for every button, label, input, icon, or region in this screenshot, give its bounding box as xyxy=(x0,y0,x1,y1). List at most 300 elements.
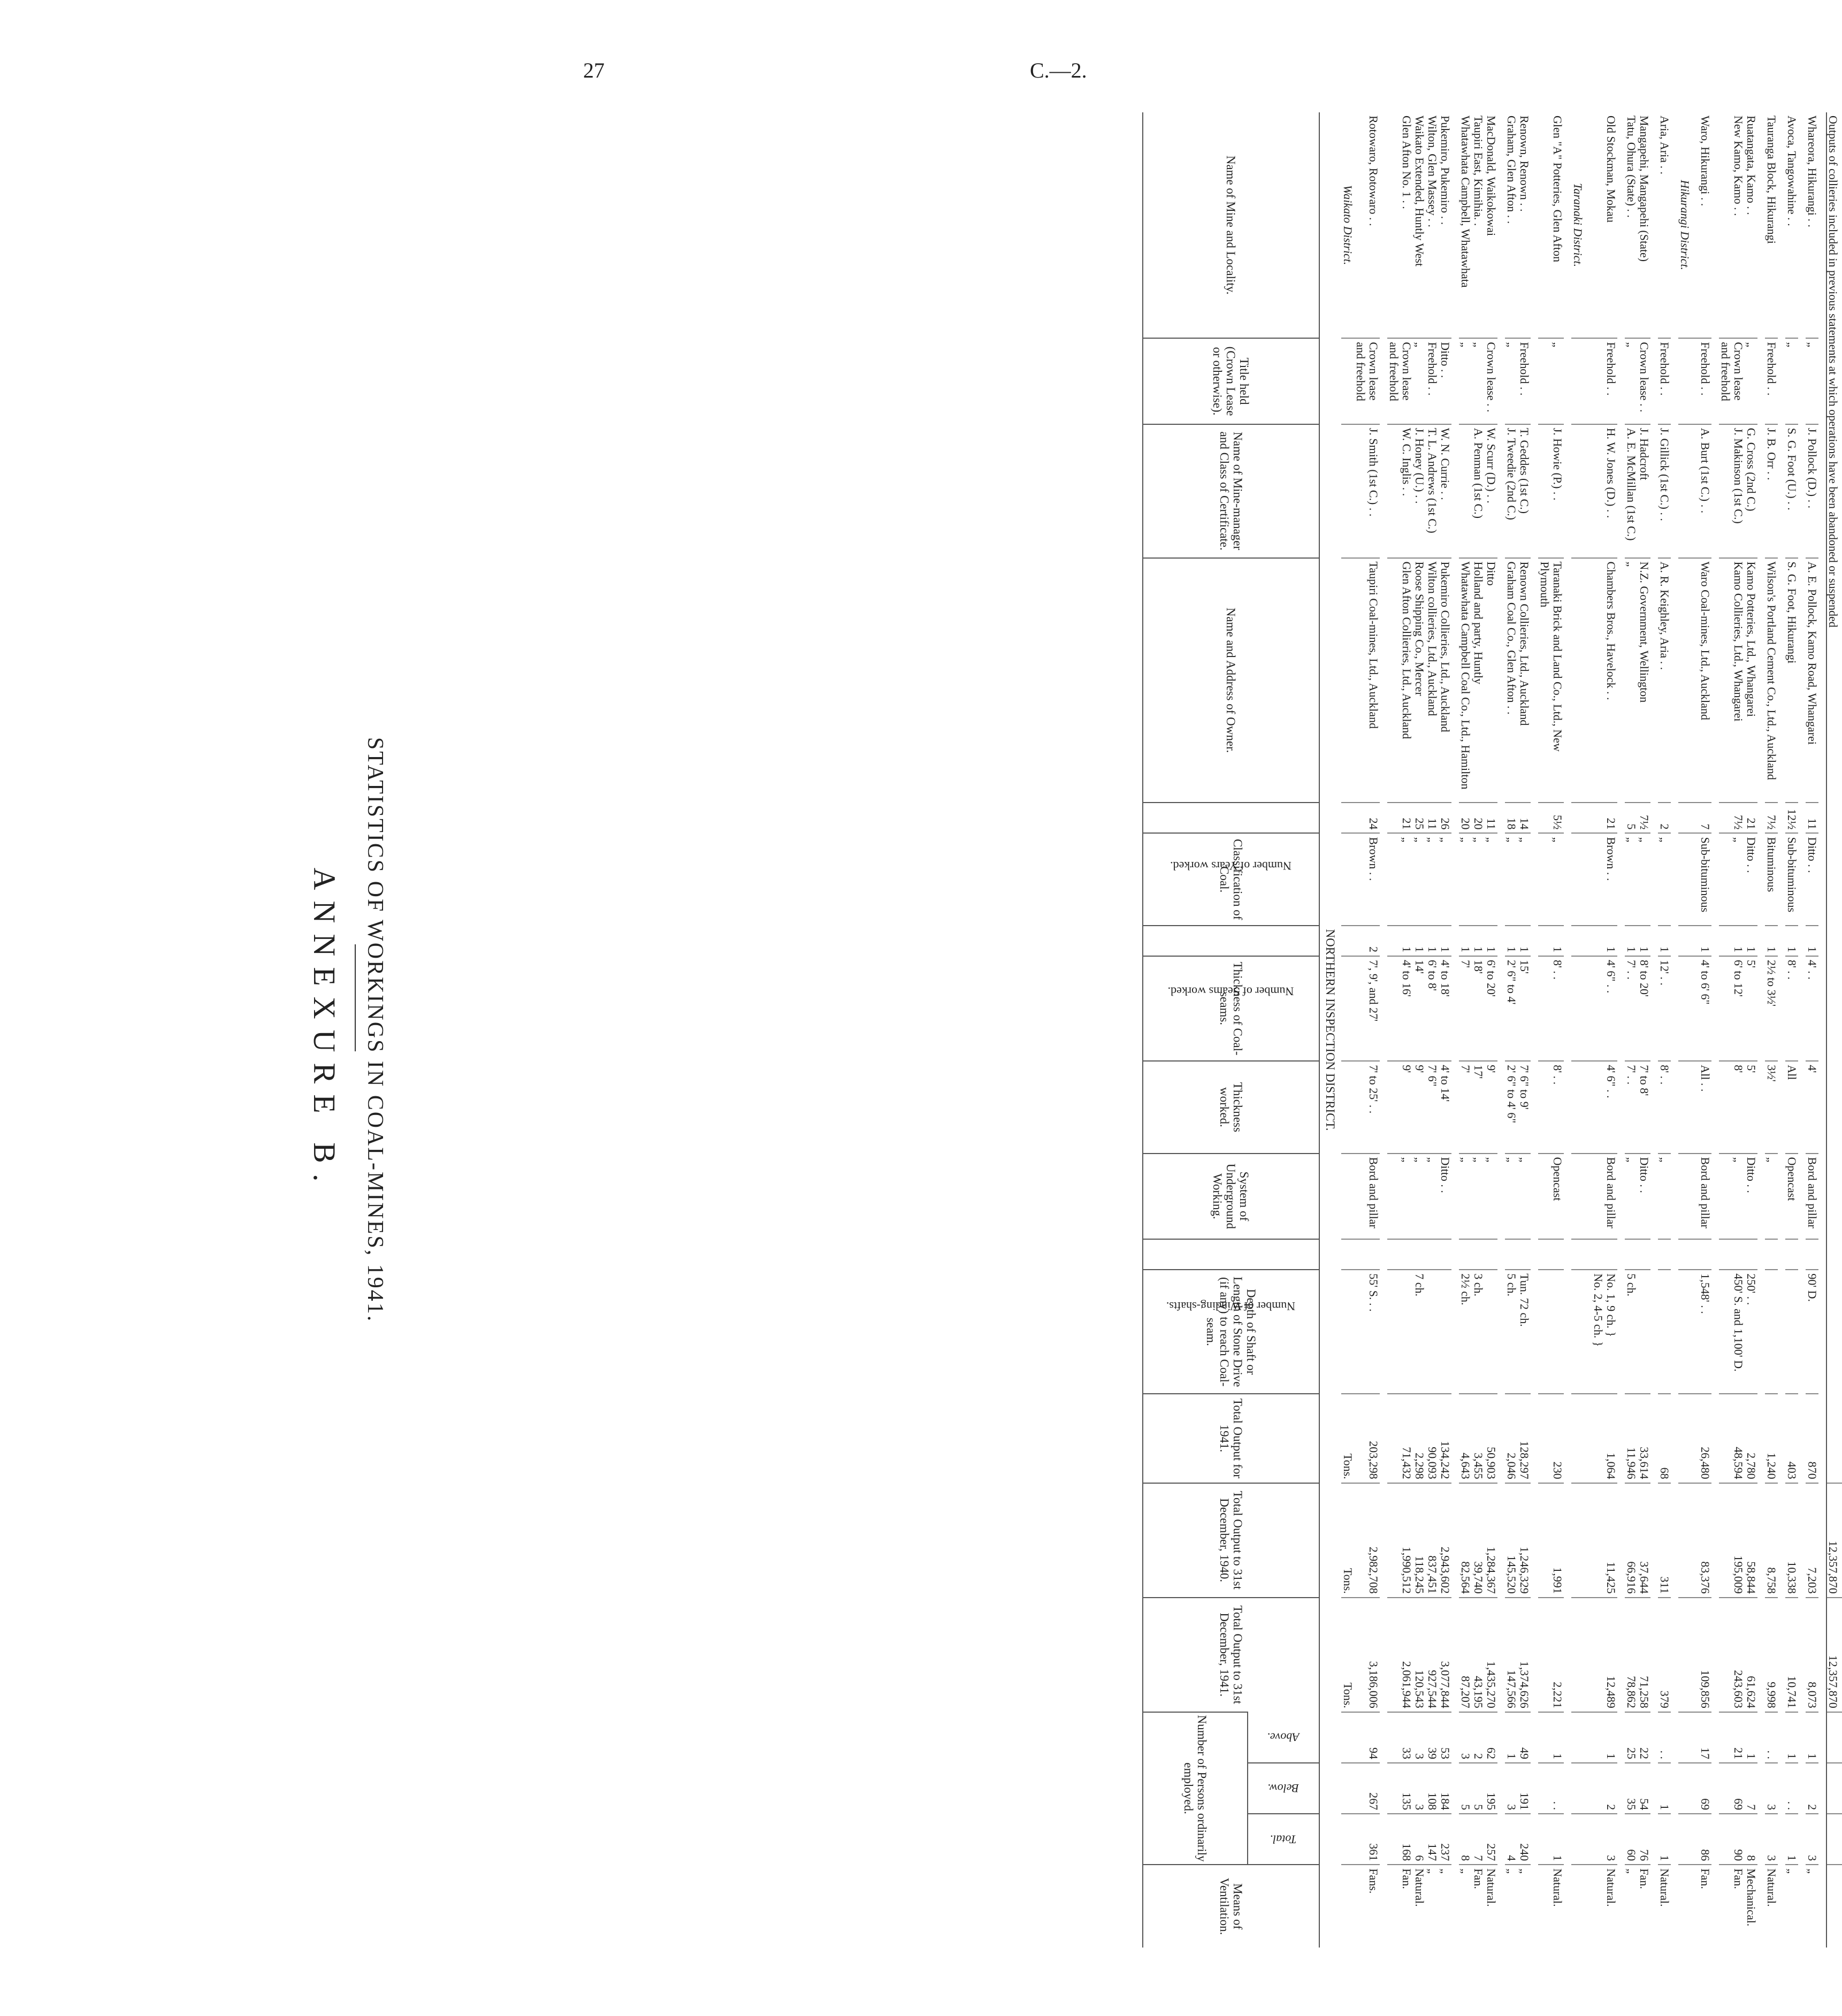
cell-total: 1 xyxy=(1658,1814,1671,1865)
cell-winding xyxy=(1505,1239,1531,1270)
table-row xyxy=(1538,112,1564,1948)
cell-vent: Natural. xyxy=(1765,1865,1778,1948)
footer-outtotal: 12,357,870 xyxy=(1826,1598,1842,1712)
cell-winding xyxy=(1719,1239,1757,1270)
tons-unit: Tons. xyxy=(1341,1394,1354,1483)
cell-total: 1 xyxy=(1538,1814,1564,1865)
cell-out1940: 311 xyxy=(1658,1483,1671,1598)
cell-winding xyxy=(1765,1239,1778,1270)
row-gap xyxy=(1818,112,1826,1948)
cell-outtotal: 3,186,006 xyxy=(1354,1598,1380,1712)
cell-worked: 9' 17' 7' xyxy=(1459,1061,1497,1153)
empty-cell xyxy=(1826,1814,1842,1865)
cell-years: 11 20 20 xyxy=(1459,803,1497,833)
empty-cell xyxy=(1678,1712,1699,1763)
cell-title: Ditto . . Freehold . . „ Crown lease and freehold xyxy=(1387,338,1451,424)
cell-depth: 3 ch. 2½ ch. xyxy=(1459,1270,1497,1394)
cell-below: 195 5 5 xyxy=(1459,1763,1497,1814)
cell-below: 54 35 xyxy=(1625,1763,1650,1814)
cell-total: 8 90 xyxy=(1719,1814,1757,1865)
cell-thick: 5' 6' to 12' xyxy=(1719,956,1757,1061)
cell-depth xyxy=(1785,1270,1798,1394)
cell-above: 62 2 3 xyxy=(1459,1712,1497,1763)
table-row xyxy=(1765,112,1778,1948)
cell-system: Bord and pillar xyxy=(1354,1154,1380,1240)
subdistrict-heading: Taranaki District. xyxy=(1571,183,1585,268)
cell-thick: 15' 2' 6" to 4' xyxy=(1505,956,1531,1061)
cell-vent: „ „ xyxy=(1505,1865,1531,1948)
empty-cell xyxy=(1341,558,1354,803)
cell-seams: 1 xyxy=(1806,926,1818,956)
cell-manager: J. B. Orr . . xyxy=(1765,424,1778,558)
cell-out1941: 230 xyxy=(1538,1394,1564,1483)
row-gap xyxy=(1778,112,1785,1948)
col-seams: Number of Seams worked. xyxy=(1143,926,1319,956)
cell-out1940: 2,982,708 xyxy=(1354,1483,1380,1598)
cell-total: 361 xyxy=(1354,1814,1380,1865)
cell-above: 1 xyxy=(1592,1712,1617,1763)
cell-outtotal: 71,258 78,862 xyxy=(1625,1598,1650,1712)
col-ventilation: Means of Ventilation. xyxy=(1143,1865,1319,1948)
cell-years: 11 xyxy=(1806,803,1818,833)
cell-owner: Kamo Potteries, Ltd., Whangarei Kamo Collieries, Ltd., Whangarei xyxy=(1719,558,1757,803)
cell-outtotal: 8,073 xyxy=(1806,1598,1818,1712)
cell-owner: N.Z. Government, Wellington „ xyxy=(1625,558,1650,803)
cell-vent: Natural. xyxy=(1538,1865,1564,1948)
row-gap xyxy=(1617,112,1625,1948)
cell-vent: Mechanical. Fan. xyxy=(1719,1865,1757,1948)
cell-above: . . xyxy=(1658,1712,1671,1763)
cell-worked: 8' . . xyxy=(1658,1061,1671,1153)
cell-class: „ „ „ xyxy=(1459,833,1497,925)
cell-worked: 3½' xyxy=(1765,1061,1778,1153)
empty-cell xyxy=(1571,558,1592,803)
cell-vent: Fan. xyxy=(1699,1865,1711,1948)
rotated-page xyxy=(307,112,1840,1948)
cell-out1940: 2,943,602 837,451 118,245 1,990,512 xyxy=(1387,1483,1451,1598)
cell-system: „ xyxy=(1658,1154,1671,1240)
empty-cell xyxy=(1678,1394,1699,1483)
empty-cell xyxy=(1341,338,1354,424)
cell-depth: 5 ch. xyxy=(1625,1270,1650,1394)
cell-mine: Tauranga Block, Hikurangi xyxy=(1765,116,1778,244)
cell-thick: 2½ to 3½' xyxy=(1765,956,1778,1061)
cell-seams: 1 xyxy=(1658,926,1671,956)
cell-winding xyxy=(1806,1239,1818,1270)
cell-out1941: 50,903 3,455 4,643 xyxy=(1459,1394,1497,1483)
cell-depth: No. 1, 9 ch. } No. 2, 4-5 ch. } xyxy=(1592,1270,1617,1394)
cell-winding xyxy=(1354,1239,1380,1270)
col-owner: Name and Address of Owner. xyxy=(1143,558,1319,803)
row-gap xyxy=(1671,112,1678,1948)
empty-cell xyxy=(1341,1763,1354,1814)
cell-class: „ xyxy=(1538,833,1564,925)
cell-total: 237 147 6 168 xyxy=(1387,1814,1451,1865)
cell-years: 5½ xyxy=(1538,803,1564,833)
table-row xyxy=(1354,112,1380,1948)
empty-cell xyxy=(1571,1763,1592,1814)
cell-mine: Mangapehi, Mangapehi (State) Tatu, Ohura (State) . . xyxy=(1625,116,1651,262)
title-rule xyxy=(355,944,356,1051)
table-row xyxy=(1459,112,1497,1948)
cell-thick: 4' to 18' 6' to 8' 14' 4' to 16' xyxy=(1387,956,1451,1061)
empty-cell xyxy=(1826,1712,1842,1763)
cell-depth: Tun. 72 ch. 5 ch. xyxy=(1505,1270,1531,1394)
cell-worked: 5' 8' xyxy=(1719,1061,1757,1153)
cell-thick: 4' to 6' 6" xyxy=(1699,956,1711,1061)
cell-total: 1 xyxy=(1785,1814,1798,1865)
cell-worked: 4' to 14' 7' 6" 9' 9' xyxy=(1387,1061,1451,1153)
empty-cell xyxy=(1678,1061,1699,1153)
row-gap xyxy=(1711,112,1719,1948)
empty-cell xyxy=(1341,424,1354,558)
cell-out1940: 58,844 195,009 xyxy=(1719,1483,1757,1598)
cell-seams: 1 xyxy=(1699,926,1711,956)
footer-out1940: 12,357,870 xyxy=(1826,1483,1842,1598)
cell-thick: 8' . . xyxy=(1538,956,1564,1061)
annexure-title: ANNEXURE B. xyxy=(307,867,342,1193)
cell-years: 7½ xyxy=(1765,803,1778,833)
empty-cell xyxy=(1678,1270,1699,1394)
col-total: Total. xyxy=(1248,1814,1319,1865)
page-number: 27 xyxy=(583,58,605,82)
cell-out1940: 1,991 xyxy=(1538,1483,1564,1598)
cell-mine: Renown, Renown . . Graham, Glen Afton . . xyxy=(1505,116,1531,224)
cell-manager: J. Smith (1st C.) . . xyxy=(1354,424,1380,558)
cell-owner: S. G. Foot, Hikurangi xyxy=(1785,558,1798,803)
cell-vent: Natural. xyxy=(1658,1865,1671,1948)
subdistrict-heading: Hikurangi District. xyxy=(1678,180,1692,270)
cell-above: 1 xyxy=(1785,1712,1798,1763)
cell-manager: S. G. Foot (U.) . . xyxy=(1785,424,1798,558)
cell-below: 69 xyxy=(1699,1763,1711,1814)
cell-worked: All xyxy=(1785,1061,1798,1153)
subdistrict-heading: Waikato District. xyxy=(1341,185,1355,265)
empty-cell xyxy=(1678,1483,1699,1598)
cell-depth: 55' S. . . xyxy=(1354,1270,1380,1394)
cell-depth: 7 ch. xyxy=(1387,1270,1451,1394)
cell-owner: A. E. Pollock, Kamo Road, Whangarei xyxy=(1806,558,1818,803)
cell-seams: 1 xyxy=(1538,926,1564,956)
empty-cell xyxy=(1571,424,1592,558)
cell-manager: W. N. Currie . . T. L. Andrews (1st C.) J. Honey (U.) . . W. C. Inglis . . xyxy=(1387,424,1451,558)
table-row xyxy=(1625,112,1650,1948)
cell-total: 240 4 xyxy=(1505,1814,1531,1865)
cell-owner: Taranaki Brick and Land Co., Ltd., New Plymouth xyxy=(1538,558,1564,803)
cell-class: Sub-bituminous xyxy=(1699,833,1711,925)
table-body xyxy=(1319,112,1842,1948)
cell-class: „ xyxy=(1658,833,1671,925)
cell-out1940: 37,644 66,916 xyxy=(1625,1483,1650,1598)
cell-above: 22 25 xyxy=(1625,1712,1650,1763)
col-output-1941: Total Output for 1941. xyxy=(1143,1394,1319,1483)
cell-out1940: 1,246,329 145,520 xyxy=(1505,1483,1531,1598)
empty-cell xyxy=(1341,956,1354,1061)
cell-outtotal: 61,624 243,603 xyxy=(1719,1598,1757,1712)
cell-seams: 1 1 1 1 xyxy=(1387,926,1451,956)
cell-worked: 4' xyxy=(1806,1061,1818,1153)
empty-cell xyxy=(1571,1483,1592,1598)
cell-total: 3 xyxy=(1765,1814,1778,1865)
cell-below: 7 69 xyxy=(1719,1763,1757,1814)
cell-vent: Fans. xyxy=(1354,1865,1380,1948)
cell-manager: T. Geddes (1st C.) J. Tweedie (2nd C.) xyxy=(1505,424,1531,558)
empty-cell xyxy=(1678,1598,1699,1712)
row-gap xyxy=(1380,112,1387,1948)
cell-above: 94 xyxy=(1354,1712,1380,1763)
empty-cell xyxy=(1571,833,1592,925)
cell-below: . . xyxy=(1785,1763,1798,1814)
cell-below: 1 xyxy=(1658,1763,1671,1814)
col-output-total: Total Output to 31st December, 1941. xyxy=(1143,1598,1319,1712)
footer-row xyxy=(1826,112,1842,1948)
cell-winding xyxy=(1785,1239,1798,1270)
empty-cell xyxy=(1571,926,1592,956)
cell-total: 76 60 xyxy=(1625,1814,1650,1865)
cell-owner: Pukemiro Collieries, Ltd., Auckland Wilton collieries, Ltd., Auckland Roose Shipping Co., Mercer Glen Afton Collieries, Ltd., Auckland xyxy=(1387,558,1451,803)
cell-title: „ xyxy=(1785,338,1798,424)
cell-title: Freehold . . „ xyxy=(1505,338,1531,424)
cell-winding xyxy=(1387,1239,1451,1270)
table-row xyxy=(1658,112,1671,1948)
cell-out1941: 26,480 xyxy=(1699,1394,1711,1483)
row-gap xyxy=(1798,112,1806,1948)
cell-above: 1 xyxy=(1806,1712,1818,1763)
cell-below: 267 xyxy=(1354,1763,1380,1814)
cell-seams: 1 1 xyxy=(1719,926,1757,956)
empty-cell xyxy=(1678,1814,1699,1865)
cell-out1940: 1,284,367 39,740 82,564 xyxy=(1459,1483,1497,1598)
empty-cell xyxy=(1571,338,1592,424)
footer-text: Outputs of collieries included in previous statements at which operations have been abandoned or suspended xyxy=(1826,112,1842,1483)
cell-class: Ditto . . xyxy=(1806,833,1818,925)
empty-cell xyxy=(1571,1239,1592,1270)
cell-winding xyxy=(1592,1239,1617,1270)
cell-seams: 1 xyxy=(1785,926,1798,956)
cell-years: 14 18 xyxy=(1505,803,1531,833)
cell-system: Bord and pillar xyxy=(1592,1154,1617,1240)
cell-out1941: 134,242 90,093 2,298 71,432 xyxy=(1387,1394,1451,1483)
cell-system: Bord and pillar xyxy=(1699,1154,1711,1240)
row-gap xyxy=(1531,112,1538,1948)
col-thickness-worked: Thickness worked. xyxy=(1143,1061,1319,1153)
table-row xyxy=(1785,112,1798,1948)
cell-manager: J. Hadcroft A. E. McMillan (1st C.) xyxy=(1625,424,1650,558)
cell-vent: Fan. „ xyxy=(1625,1865,1650,1948)
row-gap xyxy=(1650,112,1658,1948)
cell-system: „ xyxy=(1765,1154,1778,1240)
empty-cell xyxy=(1341,1270,1354,1394)
cell-class: Brown . . xyxy=(1592,833,1617,925)
cell-total: 86 xyxy=(1699,1814,1711,1865)
col-years: Number of Years worked. xyxy=(1143,803,1319,833)
tons-unit: Tons. xyxy=(1341,1598,1354,1712)
table-row xyxy=(1387,112,1451,1948)
row-gap xyxy=(1451,112,1459,1948)
cell-below: . . xyxy=(1538,1763,1564,1814)
cell-winding xyxy=(1625,1239,1650,1270)
cell-vent: „ „ Natural. Fan. xyxy=(1387,1865,1451,1948)
cell-seams: 2 xyxy=(1354,926,1380,956)
cell-outtotal: 109,856 xyxy=(1699,1598,1711,1712)
cell-mine: Rotowaro, Rotowaro . . xyxy=(1367,116,1380,226)
empty-cell xyxy=(1341,1712,1354,1763)
cell-years: 7 xyxy=(1699,803,1711,833)
cell-years: 12½ xyxy=(1785,803,1798,833)
empty-cell xyxy=(1341,803,1354,833)
empty-cell xyxy=(1571,1154,1592,1240)
cell-class: Ditto . . „ xyxy=(1719,833,1757,925)
cell-owner: Chambers Bros., Havelock . . xyxy=(1592,558,1617,803)
empty-cell xyxy=(1678,926,1699,956)
cell-outtotal: 1,435,270 43,195 87,207 xyxy=(1459,1598,1497,1712)
cell-out1941: 203,298 xyxy=(1354,1394,1380,1483)
cell-class: Bituminous xyxy=(1765,833,1778,925)
cell-years: 21 xyxy=(1592,803,1617,833)
cell-vent: Natural. Fan. „ xyxy=(1459,1865,1497,1948)
cell-manager: J. Howie (P.) . . xyxy=(1538,424,1564,558)
empty-cell xyxy=(1341,833,1354,925)
empty-cell xyxy=(1826,1763,1842,1814)
cell-mine: Glen "A" Potteries, Glen Afton xyxy=(1551,116,1564,262)
cell-outtotal: 379 xyxy=(1658,1598,1671,1712)
cell-worked: 4' 6" . . xyxy=(1592,1061,1617,1153)
cell-manager: W. Scurr (D.) . . A. Penman (1st C.) xyxy=(1459,424,1497,558)
col-depth: Depth of Shaft or Length of Stone Drive (if any) to reach Coal-seam. xyxy=(1143,1270,1319,1394)
cell-title: Crown lease . . „ „ xyxy=(1459,338,1497,424)
empty-cell xyxy=(1678,558,1699,803)
cell-out1940: 7,203 xyxy=(1806,1483,1818,1598)
cell-total: 257 7 8 xyxy=(1459,1814,1497,1865)
cell-worked: 7' to 25' . . xyxy=(1354,1061,1380,1153)
cell-title: Freehold . . xyxy=(1592,338,1617,424)
empty-cell xyxy=(1826,1865,1842,1948)
col-thickness-seams: Thickness of Coal-seams. xyxy=(1143,956,1319,1061)
cell-below: 2 xyxy=(1806,1763,1818,1814)
empty-cell xyxy=(1341,1814,1354,1865)
cell-above: 49 1 xyxy=(1505,1712,1531,1763)
cell-owner: Taupiri Coal-mines, Ltd., Auckland xyxy=(1354,558,1380,803)
cell-mine: Ruatangata, Kamo . . New Kamo, Kamo . . xyxy=(1732,116,1758,216)
cell-above: . . xyxy=(1765,1712,1778,1763)
district-heading: NORTHERN INSPECTION DISTRICT. xyxy=(1324,929,1337,1131)
cell-vent: „ xyxy=(1785,1865,1798,1948)
cell-out1941: 68 xyxy=(1658,1394,1671,1483)
cell-out1940: 83,376 xyxy=(1699,1483,1711,1598)
cell-mine: MacDonald, Waikokowai Taupiri East, Kimihia. . Whatawhata Campbell, Whatawhata xyxy=(1459,116,1498,288)
cell-below: 184 108 3 135 xyxy=(1387,1763,1451,1814)
empty-cell xyxy=(1678,338,1699,424)
cell-class: Brown . . xyxy=(1354,833,1380,925)
cell-title: „ xyxy=(1538,338,1564,424)
cell-title: Freehold . . xyxy=(1658,338,1671,424)
empty-cell xyxy=(1341,1061,1354,1153)
empty-cell xyxy=(1571,1598,1592,1712)
cell-thick: 8' to 20' 7' . . xyxy=(1625,956,1650,1061)
empty-cell xyxy=(1571,1061,1592,1153)
cell-depth xyxy=(1658,1270,1671,1394)
cell-winding xyxy=(1699,1239,1711,1270)
cell-system: Opencast xyxy=(1538,1154,1564,1240)
empty-cell xyxy=(1571,1814,1592,1865)
cell-mine: Pukemiro, Pukemiro . . Wilton, Glen Massey . . Waikato Extended, Huntly West Glen Afton No. 1 . . xyxy=(1400,116,1452,266)
tons-unit: Tons. xyxy=(1341,1483,1354,1598)
empty-cell xyxy=(1571,1712,1592,1763)
cell-vent: Natural. xyxy=(1592,1865,1617,1948)
cell-system: Ditto . . „ xyxy=(1719,1154,1757,1240)
cell-out1941: 1,064 xyxy=(1592,1394,1617,1483)
cell-years: 7½ 5 xyxy=(1625,803,1650,833)
cell-depth xyxy=(1765,1270,1778,1394)
cell-out1941: 403 xyxy=(1785,1394,1798,1483)
col-persons: Number of Persons ordinarily employed. xyxy=(1143,1712,1248,1865)
cell-depth: 1,548' . . xyxy=(1699,1270,1711,1394)
cell-title: „ xyxy=(1806,338,1818,424)
col-winding: Number of Winding-shafts. xyxy=(1143,1239,1319,1270)
empty-cell xyxy=(1571,1865,1592,1948)
cell-depth xyxy=(1538,1270,1564,1394)
empty-cell xyxy=(1341,1154,1354,1240)
cell-years: 26 11 25 21 xyxy=(1387,803,1451,833)
empty-cell xyxy=(1678,833,1699,925)
table-row xyxy=(1719,112,1757,1948)
col-below: Below. xyxy=(1248,1763,1319,1814)
cell-out1941: 33,614 11,946 xyxy=(1625,1394,1650,1483)
cell-out1941: 2,780 48,594 xyxy=(1719,1394,1757,1483)
empty-cell xyxy=(1678,1763,1699,1814)
cell-seams: 1 1 xyxy=(1505,926,1531,956)
row-gap xyxy=(1757,112,1765,1948)
cell-class: „ „ xyxy=(1505,833,1531,925)
cell-thick: 12' . . xyxy=(1658,956,1671,1061)
cell-seams: 1 1 xyxy=(1625,926,1650,956)
page-code: C.—2. xyxy=(1030,58,1087,82)
cell-manager: J. Pollock (D.) . . xyxy=(1806,424,1818,558)
cell-manager: G. Cross (2nd C.) J. Makinson (1st C.) xyxy=(1719,424,1757,558)
cell-worked: 7' 6" to 9' 2' 6" to 4' 6" xyxy=(1505,1061,1531,1153)
table-title: STATISTICS OF WORKINGS IN COAL-MINES, 1941. xyxy=(363,737,387,1323)
cell-mine: Waro, Hikurangi . . xyxy=(1699,116,1712,207)
cell-thick: 4' 6" . . xyxy=(1592,956,1617,1061)
cell-thick: 4' . . xyxy=(1806,956,1818,1061)
cell-below: 191 3 xyxy=(1505,1763,1531,1814)
coal-mines-table xyxy=(1142,112,1842,1948)
cell-title: Crown lease . . „ xyxy=(1625,338,1650,424)
cell-winding xyxy=(1538,1239,1564,1270)
cell-years: 2 xyxy=(1658,803,1671,833)
cell-title: Freehold . . xyxy=(1699,338,1711,424)
cell-system: „ „ „ xyxy=(1459,1154,1497,1240)
row-gap xyxy=(1564,112,1571,1948)
cell-out1940: 10,338 xyxy=(1785,1483,1798,1598)
cell-owner: Wilson's Portland Cement Co., Ltd., Auckland xyxy=(1765,558,1778,803)
cell-mine: Old Stockman, Mokau xyxy=(1604,116,1618,223)
cell-outtotal: 9,998 xyxy=(1765,1598,1778,1712)
empty-cell xyxy=(1341,1239,1354,1270)
cell-seams: 1 xyxy=(1765,926,1778,956)
col-above: Above. xyxy=(1248,1712,1319,1763)
cell-out1941: 870 xyxy=(1806,1394,1818,1483)
cell-owner: A. R. Keighley, Aria . . xyxy=(1658,558,1671,803)
cell-years: 24 xyxy=(1354,803,1380,833)
cell-years: 21 7½ xyxy=(1719,803,1757,833)
cell-winding xyxy=(1658,1239,1671,1270)
cell-manager: J. Gillick (1st C.) . . xyxy=(1658,424,1671,558)
col-mine: Name of Mine and Locality. xyxy=(1143,112,1319,338)
cell-title: „ Crown lease and freehold xyxy=(1719,338,1757,424)
empty-cell xyxy=(1678,1239,1699,1270)
empty-cell xyxy=(1341,1865,1354,1948)
